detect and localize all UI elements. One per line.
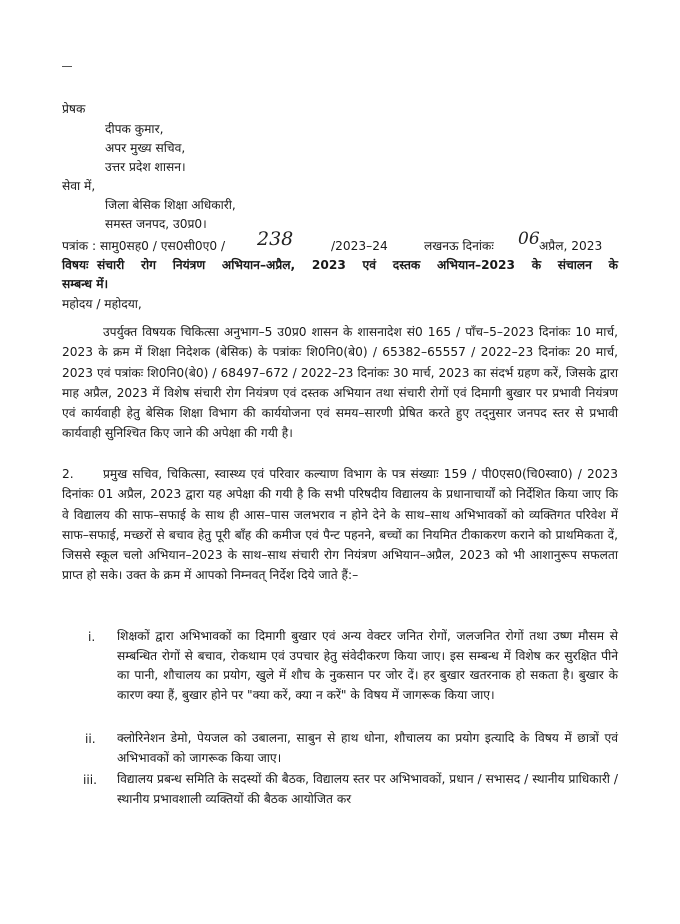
reference-number-prefix: पत्रांक : सामु0सह0 / एस0सी0ए0 / [62,239,226,253]
recipient-location: समस्त जनपद, उ0प्र0। [105,217,207,231]
margin-mark [62,66,72,67]
recipient-label: सेवा में, [62,179,96,193]
sender-label: प्रेषक [62,102,86,116]
sender-office: उत्तर प्रदेश शासन। [105,160,186,174]
reference-number-suffix: /2023–24 [331,239,388,253]
item-3-text: विद्यालय प्रबन्ध समिति के सदस्यों की बैठक, विद्यालय स्तर पर अभिभावकों, प्रधान / सभासद / स्थानीय प्राधिकारी / स्थानीय प्रभावशाली व्यक्तियों की बैठक आयोजित कर [117,772,618,806]
handwritten-reference-number: 238 [257,228,294,250]
handwritten-date: 06 [518,229,540,249]
paragraph-2: प्रमुख सचिव, चिकित्सा, स्वास्थ्य एवं परिवार कल्याण विभाग के पत्र संख्याः 159 / पी0एस0(चि0स्वा0) / 2023 दिनांकः 01 अप्रैल, 2023 द्वारा यह अपेक्षा की गयी है कि सभी परिषदीय विद्यालय के प्रधानाचार्यों को निर्देशित किया जाए कि वे विद्यालय की साफ–सफाई के साथ ही आस–पास जलभराव न होने देने के साथ–साथ अभिभावकों को व्यक्तिगत परिवेश में साफ–सफाई, मच्छरों से बचाव हेतु पूरी बाँह की कमीज एवं पैन्ट पहनने, बच्चों का नियमित टीकाकरण कराने को प्राथमिकता दें, जिससे स्कूल चलो अभियान–2023 के साथ–साथ संचारी रोग नियंत्रण अभियान–अप्रैल, 2023 को भी आशानुरूप सफलता प्राप्त हो सके। उक्त के क्रम में आपको निम्नवत् निर्देश दिये जाते हैं:– [62,467,618,583]
item-2-text: क्लोरिनेशन डेमो, पेयजल को उबालना, साबुन से हाथ धोना, शौचालय का प्रयोग इत्यादि के विषय में छात्रों एवं अभिभावकों को जागरूक किया जाए। [117,731,618,765]
date-month-year: अप्रैल, 2023 [539,239,603,253]
subject-label: विषयः [62,258,89,272]
subject-line-2: सम्बन्ध में। [62,277,109,291]
item-1-text: शिक्षकों द्वारा अभिभावकों का दिमागी बुखार एवं अन्य वेक्टर जनित रोगों, जलजनित रोगों तथा उष्ण मौसम से सम्बन्धित रोगों से बचाव, रोकथाम एवं उपचार हेतु संवेदीकरण किया जाए। इस सम्बन्ध में विशेष कर सुरक्षित पीने का पानी, शौचालय का प्रयोग, खुले में शौच के नुकसान पर जोर दें। हर बुखार खतरनाक हो सकता है। बुखार के कारण क्या हैं, बुखार होने पर "क्या करें, क्या न करें" के विषय में जागरूक किया जाए। [117,629,618,702]
sender-designation: अपर मुख्य सचिव, [105,141,186,155]
subject-line-1: संचारी रोग नियंत्रण अभियान–अप्रैल, 2023 एवं दस्तक अभियान–2023 के संचालन के [97,258,618,272]
sender-name: दीपक कुमार, [105,122,164,136]
item-1-marker: i. [88,630,96,644]
item-3-marker: iii. [83,773,98,787]
paragraph-1: उपर्युक्त विषयक चिकित्सा अनुभाग–5 उ0प्र0 शासन के शासनादेश सं0 165 / पाँच–5–2023 दिनांकः 10 मार्च, 2023 के क्रम में शिक्षा निदेशक (बेसिक) के पत्रांकः शि0नि0(बे0) / 65382–65557 / 2022–23 दिनांकः 20 मार्च, 2023 एवं पत्रांकः शि0नि0(बे0) / 68497–672 / 2022–23 दिनांकः 30 मार्च, 2023 का संदर्भ ग्रहण करें, जिसके द्वारा माह अप्रैल, 2023 में विशेष संचारी रोग नियंत्रण एवं दस्तक अभियान तथा संचारी रोगों एवं दिमागी बुखार पर प्रभावी नियंत्रण एवं कार्यवाही हेतु बेसिक शिक्षा विभाग की कार्ययोजना एवं समय–सारणी प्रेषित करते हुए तद्नुसार जनपद स्तर से प्रभावी कार्यवाही सुनिश्चित किए जाने की अपेक्षा की गयी है। [62,325,618,441]
recipient-title: जिला बेसिक शिक्षा अधिकारी, [105,198,236,212]
salutation: महोदय / महोदया, [62,297,142,311]
item-2-marker: ii. [85,732,96,746]
paragraph-2-number: 2. [62,467,74,481]
place-date-label: लखनऊ दिनांकः [424,239,494,253]
